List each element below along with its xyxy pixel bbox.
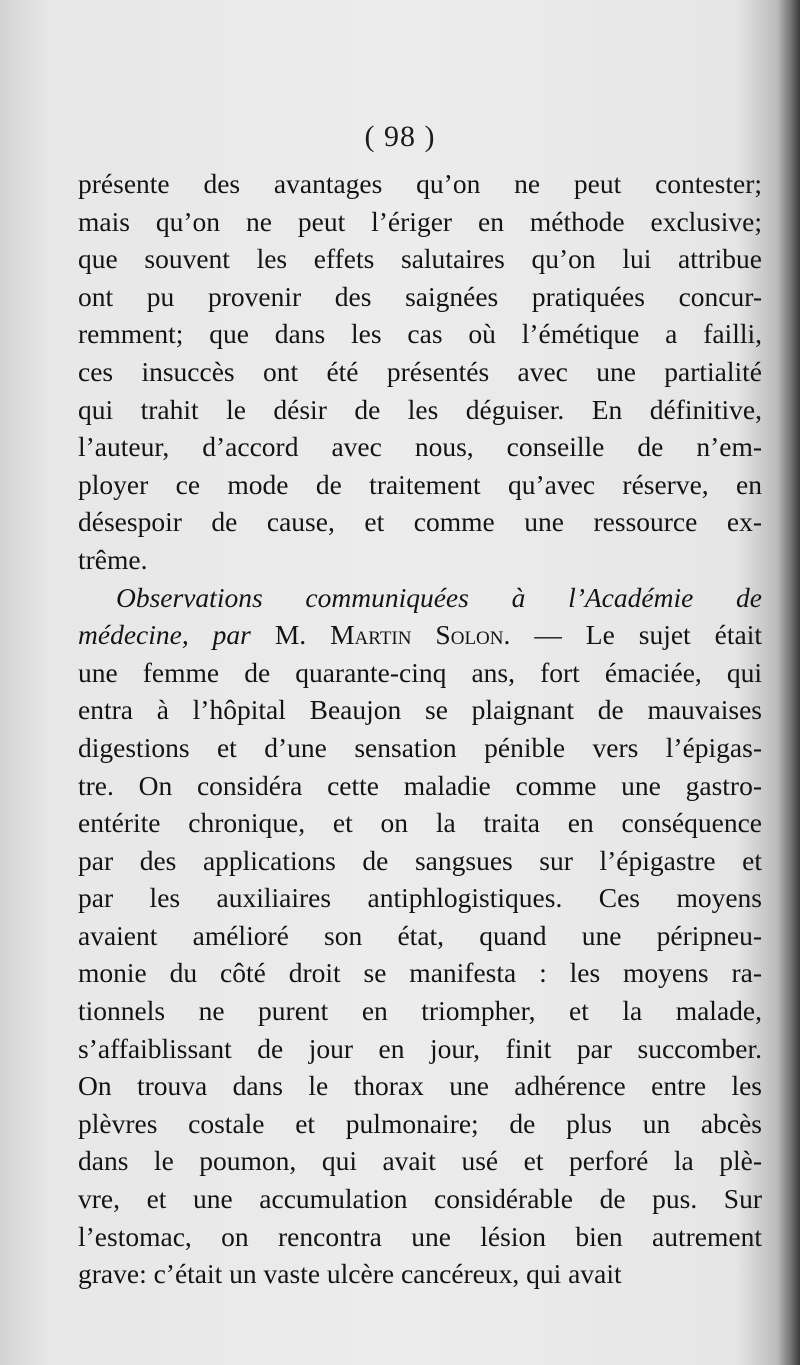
text-run: ployer ce mode de traitement qu’avec réserve, en xyxy=(78,468,762,500)
text-line xyxy=(78,165,762,203)
text-line xyxy=(78,1105,762,1143)
text-line xyxy=(78,391,762,429)
text-run: par les auxiliaires antiphlogistiques. Ces moyens xyxy=(78,882,762,914)
text-run: par des applications de sangsues sur l’épigastre et xyxy=(78,844,762,876)
text-line xyxy=(78,992,762,1030)
text-line xyxy=(78,1218,762,1256)
text-run: plèvres costale et pulmonaire; de plus un abcès xyxy=(78,1107,762,1139)
text-run: ces insuccès ont été présentés avec une partialité xyxy=(78,355,762,387)
text-line xyxy=(78,729,762,767)
text-line xyxy=(78,804,762,842)
text-run: avaient amélioré son état, quand une péripneu- xyxy=(78,919,762,951)
text-line xyxy=(78,240,762,278)
text-run: l’auteur, d’accord avec nous, conseille de n’em- xyxy=(78,431,762,463)
text-line xyxy=(78,579,762,617)
text-line xyxy=(78,767,762,805)
text-run: ont pu provenir des saignées pratiquées concur- xyxy=(78,280,762,312)
text-line xyxy=(78,503,762,541)
text-line xyxy=(78,842,762,880)
text-run: désespoir de cause, et comme une ressource ex- xyxy=(78,506,762,538)
text-run: une femme de quarante-cinq ans, fort émaciée, qui xyxy=(78,656,762,688)
text-run: présente des avantages qu’on ne peut contester; xyxy=(78,168,762,199)
text-run: On trouva dans le thorax une adhérence entre les xyxy=(78,1070,762,1102)
text-run: qui trahit le désir de les déguiser. En définitive, xyxy=(78,393,762,425)
text-run: remment; que dans les cas où l’émétique a failli, xyxy=(78,318,762,350)
text-run: . — Le sujet était xyxy=(503,619,762,651)
text-run: trême. xyxy=(78,543,148,575)
text-line xyxy=(78,541,762,579)
text-run: monie du côté droit se manifesta : les moyens ra- xyxy=(78,957,762,989)
text-line xyxy=(78,1067,762,1105)
text-run: tionnels ne purent en triompher, et la malade, xyxy=(78,995,762,1027)
text-line xyxy=(78,691,762,729)
text-run: s’affaiblissant de jour en jour, finit par succomber. xyxy=(78,1032,762,1064)
text-line xyxy=(78,353,762,391)
text-run: mais qu’on ne peut l’ériger en méthode exclusive; xyxy=(78,205,762,237)
text-line xyxy=(78,1142,762,1180)
text-run: vre, et une accumulation considérable de pus. Sur xyxy=(78,1183,762,1215)
text-line xyxy=(78,616,762,654)
text-line xyxy=(78,466,762,504)
text-run: dans le poumon, qui avait usé et perforé la plè- xyxy=(78,1145,762,1177)
text-line xyxy=(78,879,762,917)
text-run: digestions et d’une sensation pénible vers l’épigas- xyxy=(78,731,762,763)
text-run: entra à l’hôpital Beaujon se plaignant de mauvaises xyxy=(78,694,762,726)
text-line xyxy=(78,917,762,955)
text-line xyxy=(78,315,762,353)
text-run: tre. On considéra cette maladie comme une gastro- xyxy=(78,769,762,801)
text-line xyxy=(78,1030,762,1068)
text-line xyxy=(78,1255,762,1293)
text-run: Observations communiquées à l’Académie de xyxy=(116,581,762,613)
text-run: l’estomac, on rencontra une lésion bien autrement xyxy=(78,1220,762,1252)
body-text xyxy=(78,165,762,1293)
text-run: grave: c’était un vaste ulcère cancéreux, qui avait xyxy=(78,1258,622,1290)
text-run: Martin Solon xyxy=(330,619,504,651)
text-run: entérite chronique, et on la traita en conséquence xyxy=(78,807,762,839)
text-line xyxy=(78,654,762,692)
text-line xyxy=(78,1180,762,1218)
text-run: médecine, par xyxy=(78,619,251,651)
text-run: que souvent les effets salutaires qu’on lui attribue xyxy=(78,243,762,275)
page-edge-shadow xyxy=(778,0,800,1365)
page-number: ( 98 ) xyxy=(364,120,436,153)
text-line xyxy=(78,954,762,992)
text-line xyxy=(78,278,762,316)
text-run: M. xyxy=(250,619,331,651)
text-line xyxy=(78,428,762,466)
text-line xyxy=(78,203,762,241)
